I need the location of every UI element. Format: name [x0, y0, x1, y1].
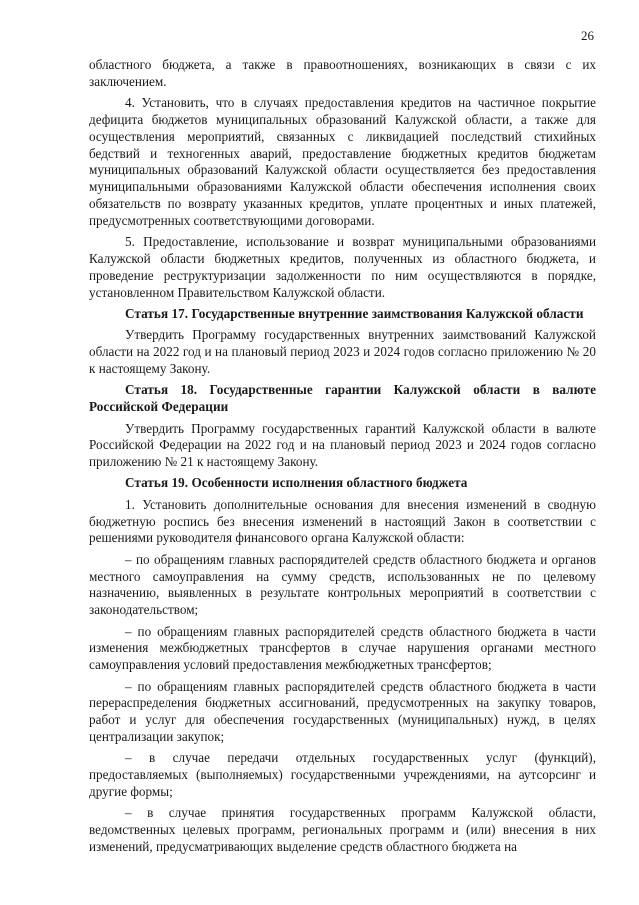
- article-heading: Статья 19. Особенности исполнения областного бюджета: [125, 475, 468, 491]
- paragraph: 5. Предоставление, использование и возврат муниципальными образованиями Калужской области бюджетных кредитов, полученных из областного бюджета, и проведение реструктуризации задолженности по ним осуществляются в порядке, установленном Правительством Калужской области.: [89, 234, 596, 300]
- paragraph: Утвердить Программу государственных гарантий Калужской области в валюте Российской Федерации на 2022 год и на плановый период 2023 и 2024 годов согласно приложению № 21 к настоящему Закону.: [89, 420, 596, 470]
- document-body: [89, 57, 596, 860]
- article-heading: Статья 18. Государственные гарантии Калужской области в валюте Российской Федерации: [89, 382, 596, 415]
- paragraph: – по обращениям главных распорядителей средств областного бюджета в части перераспределения бюджетных ассигнований, предусмотренных на закупку товаров, работ и услуг для обеспечения государственных (муниципальных) нужд, в целях централизации закупок;: [89, 678, 596, 745]
- article-heading: Статья 17. Государственные внутренние заимствования Калужской области: [125, 305, 584, 321]
- paragraph: Утвердить Программу государственных внутренних заимствований Калужской области на 2022 год и на плановый период 2023 и 2024 годов согласно приложению № 20 к настоящему Закону.: [89, 327, 596, 376]
- paragraph: – в случае передачи отдельных государственных услуг (функций), предоставляемых (выполняемых) государственными учреждениями, на аутсорсинг и другие формы;: [89, 750, 596, 799]
- paragraph: – в случае принятия государственных программ Калужской области, ведомственных целевых программ, региональных программ и (или) внесения в них изменений, предусматривающих выделение средств областного бюджета на: [89, 805, 596, 854]
- paragraph: областного бюджета, а также в правоотношениях, возникающих в связи с их заключением.: [89, 57, 596, 89]
- paragraph: 1. Установить дополнительные основания для внесения изменений в сводную бюджетную роспись без внесения изменений в настоящий Закон в соответствии с решениями руководителя финансового органа Калужской области:: [89, 496, 596, 546]
- paragraph: – по обращениям главных распорядителей средств областного бюджета и органов местного самоуправления на сумму средств, использованных не по целевому назначению, выявленных в результате контрольных мероприятий в соответствии с законодательством;: [89, 551, 596, 618]
- paragraph: – по обращениям главных распорядителей средств областного бюджета в части изменения межбюджетных трансфертов в случае нарушения органами местного самоуправления условий предоставления межбюджетных трансфертов;: [89, 623, 596, 673]
- page-number: 26: [581, 28, 594, 43]
- paragraph: 4. Установить, что в случаях предоставления кредитов на частичное покрытие дефицита бюджетов муниципальных образований Калужской области, а также для осуществления мероприятий, связанных с ликвидацией последствий стихийных бедствий и техногенных аварий, предоставление бюджетных кредитов бюджетам муниципальных образований Калужской области осуществляется без предоставления муниципальными образованиями Калужской области обеспечения исполнения своих обязательств по возврату указанных кредитов, уплате процентных и иных платежей, предусмотренных соответствующими договорами.: [89, 95, 596, 228]
